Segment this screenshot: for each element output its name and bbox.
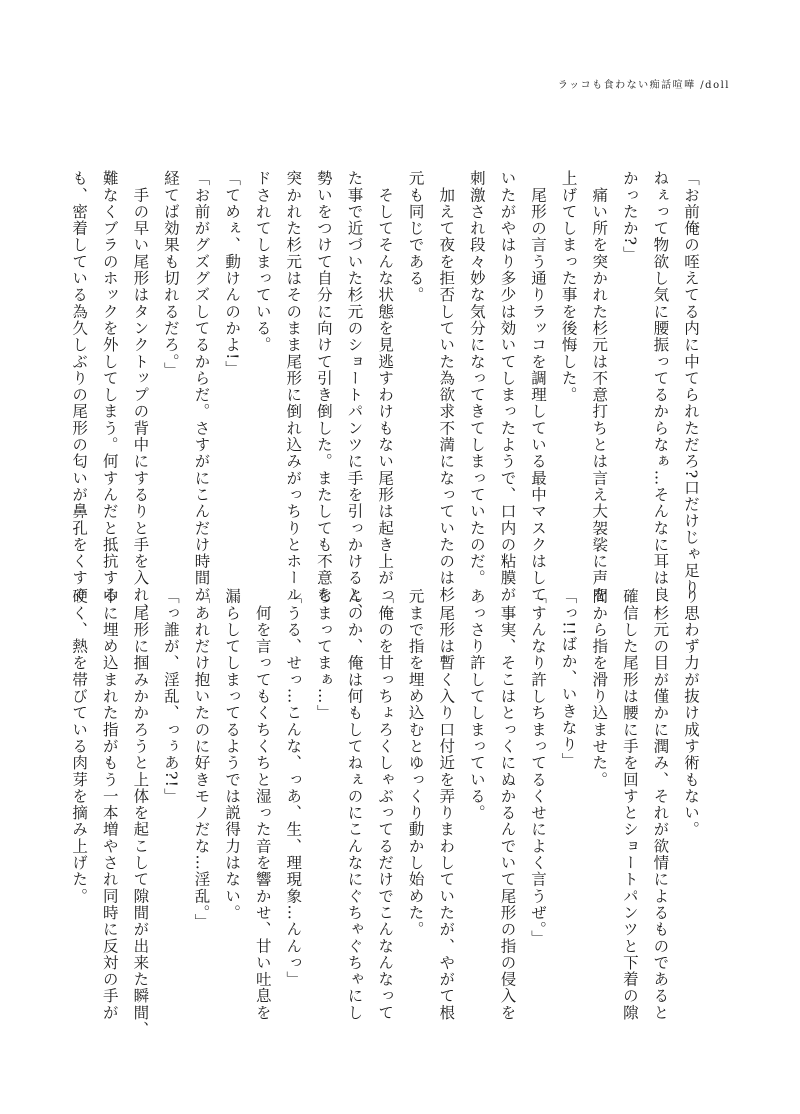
text-column: 「っ誰が、淫乱、っぅあ?!」 <box>161 588 180 805</box>
text-column: あっさり許してしまっている。 <box>467 588 486 822</box>
text-column: かったか?」 <box>620 170 639 263</box>
text-column: 「あれだけ抱いたのに好きモノだな…淫乱。」 <box>192 588 211 930</box>
text-column: 確信した尾形は腰に手を回すとショートパンツと下着の隙 <box>620 588 639 1021</box>
text-column: 手の早い尾形はタンクトップの背中にするりと手を入れ、 <box>131 170 150 620</box>
text-column: 経てば効果も切れるだろ。」 <box>161 170 180 379</box>
text-column: 「うる、せっ…こんな、っあ、生、理現象…んんっ」 <box>284 588 303 988</box>
text-column: 何を言ってもくちくちと湿った音を響かせ、甘い吐息を <box>253 588 272 1021</box>
text-column: 突かれた杉元はそのまま尾形に倒れ込みがっちりとホール <box>284 170 303 603</box>
text-column: 杉元の目が僅かに潤み、それが欲情によるものであると <box>651 588 670 1021</box>
running-header: ラッコも食わない痴話喧嘩 /doll <box>557 80 730 91</box>
text-column: 「お前がグズグズしてるからだ。さすがにこんだけ時間が <box>192 170 211 603</box>
text-column: 尾形に掴みかかろうと上体を起こして隙間が出来た瞬間、 <box>131 588 150 1038</box>
text-column: 刺激され段々妙な気分になってきてしまっていたのだ。 <box>467 170 486 587</box>
text-column: 元も同じである。 <box>406 170 425 304</box>
text-column: 事実、そこはとっくにぬかるんでいて尾形の指の侵入を <box>498 588 517 1021</box>
text-column: 中に埋め込まれた指がもう一本増やされ同時に反対の手が <box>100 588 119 1021</box>
text-column: 漏らしてしまってるようでは説得力はない。 <box>223 588 242 921</box>
text-column: た事で近づいた杉元のショートパンツに手を引っかけると、 <box>345 170 364 620</box>
text-column: そしてそんな状態を見逃すわけもない尾形は起き上がっ <box>376 170 395 603</box>
text-column: 「俺のを甘っちょろくしゃぶってるだけでこんなんなって <box>376 588 395 1021</box>
text-column: 勢いをつけて自分に向けて引き倒した。またしても不意を <box>314 170 333 603</box>
text-column: ドされてしまっている。 <box>253 170 272 354</box>
text-column: 難なくブラのホックを外してしまう。何すんだと抵抗する <box>100 170 119 603</box>
text-column: 痛い所を突かれた杉元は不意打ちとは言え大袈裟に声を <box>590 170 609 603</box>
text-column: 「っ!!ばか、いきなり」 <box>559 588 578 770</box>
text-column: 加えて夜を拒否していた為欲求不満になっていたのは杉 <box>437 170 456 603</box>
upper-text-block <box>64 170 706 620</box>
text-column: 「お前俺の咥えてる内に中てられただろ?口だけじゃ足り <box>682 170 700 596</box>
text-column: 「すんなり許しちまってるくせによく言うぜ。」 <box>529 588 548 947</box>
text-column: 尾形は暫く入り口付近を弄りまわしていたが、やがて根 <box>437 588 456 1021</box>
text-column: り思わず力が抜け成す術もない。 <box>682 588 700 838</box>
text-column: も、密着している為久しぶりの尾形の匂いが鼻孔をくすぐ <box>70 170 89 603</box>
text-column: ちまってまぁ…」 <box>314 588 333 722</box>
text-column: んのか、俺は何もしてねぇのにこんなにぐちゃぐちゃにし <box>345 588 364 1021</box>
text-column: 間から指を滑り込ませた。 <box>590 588 609 788</box>
text-column: 尾形の言う通りラッコを調理している最中マスクはして <box>529 170 548 603</box>
text-column: いたがやはり多少は効いてしまったようで、口内の粘膜が <box>498 170 517 603</box>
text-column: 元まで指を埋め込むとゆっくり動かし始めた。 <box>406 588 425 938</box>
lower-text-block <box>64 588 706 1038</box>
text-column: 上げてしまった事を後悔した。 <box>559 170 578 404</box>
text-column: 「てめぇ、動けんのかよ!」 <box>223 170 242 378</box>
text-column: 硬く、熱を帯びている肉芽を摘み上げた。 <box>70 588 89 905</box>
text-column: ねぇって物欲し気に腰振ってるからなぁ…そんなに耳は良 <box>651 170 670 603</box>
